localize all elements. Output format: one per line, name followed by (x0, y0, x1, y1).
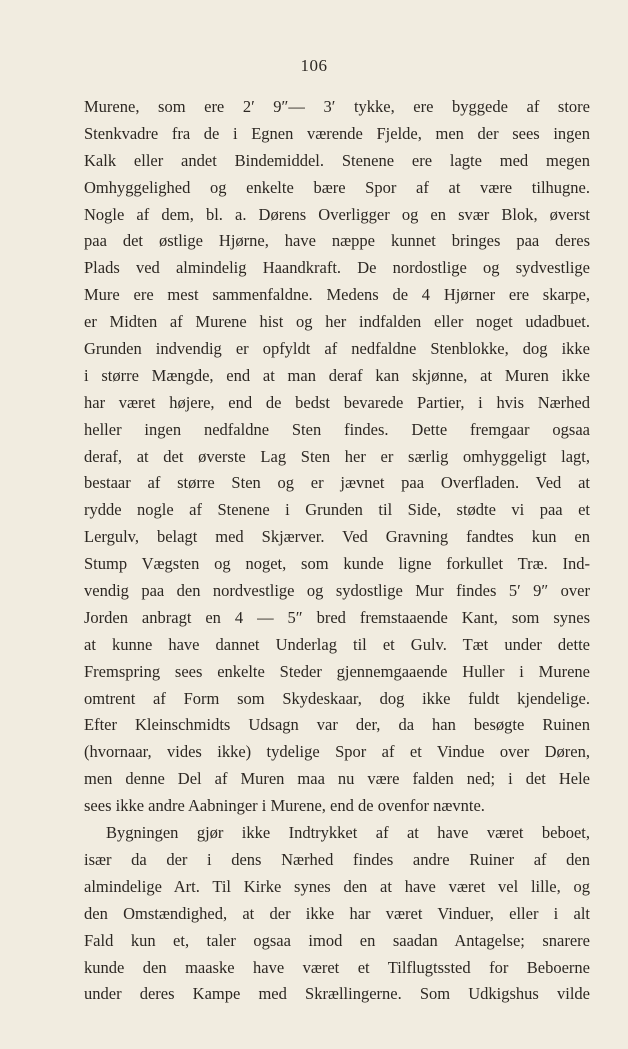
text-line: Nogle af dem, bl. a. Dørens Overligger og en svær Blok, øverst (84, 204, 590, 224)
text-line: Stump Vægsten og noget, som kunde ligne forkullet Træ. Ind- (84, 554, 590, 574)
text-line: Fald kun et, taler ogsaa imod en saadan Antagelse; snarere (84, 930, 590, 950)
text-line: den Omstændighed, at der ikke har været Vinduer, eller i alt (84, 903, 590, 923)
text-line: Jorden anbragt en 4 — 5″ bred fremstaaende Kant, som synes (84, 607, 590, 627)
text-line: rydde nogle af Stenene i Grunden til Side, stødte vi paa et (84, 500, 590, 520)
text-line: i større Mængde, end at man deraf kan skjønne, at Muren ikke (84, 365, 590, 385)
text-line: almindelige Art. Til Kirke synes den at have været vel lille, og (84, 876, 590, 896)
text-line: Efter Kleinschmidts Udsagn var der, da han besøgte Ruinen (84, 715, 590, 735)
text-line: har været højere, end de bedst bevarede Partier, i hvis Nærhed (84, 392, 590, 412)
text-line: under deres Kampe med Skrællingerne. Som Udkigshus vilde (84, 984, 590, 1004)
text-line: deraf, at det øverste Lag Sten her er særlig omhyggeligt lagt, (84, 446, 590, 466)
text-line: Grunden indvendig er opfyldt af nedfaldne Stenblokke, dog ikke (84, 339, 590, 359)
text-line: Plads ved almindelig Haandkraft. De nordostlige og sydvestlige (84, 258, 590, 278)
text-line: sees ikke andre Aabninger i Murene, end de ovenfor nævnte. (84, 796, 485, 816)
page-number: 106 (300, 56, 328, 75)
text-line: Bygningen gjør ikke Indtrykket af at have været beboet, (106, 823, 590, 843)
text-line: omtrent af Form som Skydeskaar, dog ikke fuldt kjendelige. (84, 688, 590, 708)
body-text (84, 94, 590, 1008)
text-line: heller ingen nedfaldne Sten findes. Dette fremgaar ogsaa (84, 419, 590, 439)
text-line: vendig paa den nordvestlige og sydostlige Mur findes 5′ 9″ over (84, 581, 590, 601)
text-line: er Midten af Murene hist og her indfalden eller noget udadbuet. (84, 312, 590, 332)
text-line: bestaar af større Sten og er jævnet paa Overfladen. Ved at (84, 473, 590, 493)
text-line: (hvornaar, vides ikke) tydelige Spor af et Vindue over Døren, (84, 742, 590, 762)
text-line: Omhyggelighed og enkelte bære Spor af at være tilhugne. (84, 177, 590, 197)
text-line: Lergulv, belagt med Skjærver. Ved Gravning fandtes kun en (84, 527, 590, 547)
text-line: Stenkvadre fra de i Egnen værende Fjelde, men der sees ingen (84, 123, 590, 143)
text-line: paa det østlige Hjørne, have næppe kunnet bringes paa deres (84, 231, 590, 251)
text-line: Mure ere mest sammenfaldne. Medens de 4 Hjørner ere skarpe, (84, 285, 590, 305)
text-line: Fremspring sees enkelte Steder gjennemgaaende Huller i Murene (84, 661, 590, 681)
text-line: Murene, som ere 2′ 9″— 3′ tykke, ere byggede af store (84, 97, 590, 116)
text-line: at kunne have dannet Underlag til et Gulv. Tæt under dette (84, 634, 590, 654)
text-line: Kalk eller andet Bindemiddel. Stenene ere lagte med megen (84, 150, 590, 170)
text-line: kunde den maaske have været et Tilflugtssted for Beboerne (84, 957, 590, 977)
text-line: især da der i dens Nærhed findes andre Ruiner af den (84, 849, 590, 869)
text-line: men denne Del af Muren maa nu være falden ned; i det Hele (84, 769, 590, 789)
